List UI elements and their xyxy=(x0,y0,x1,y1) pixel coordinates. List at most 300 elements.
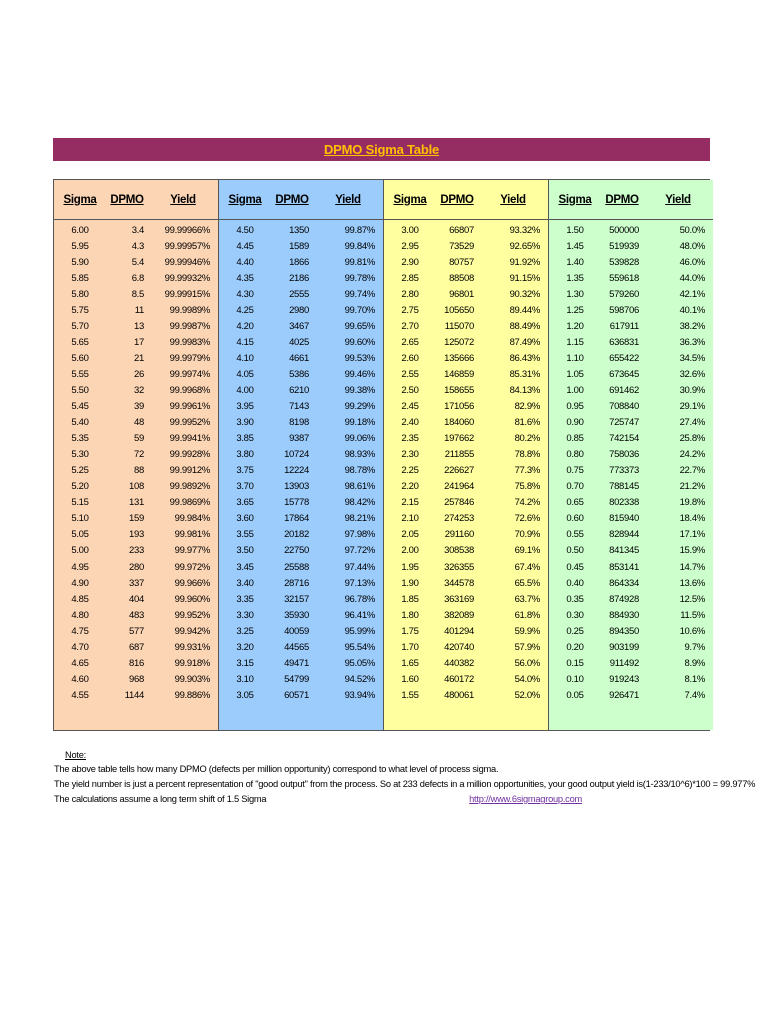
sigma-cell: 0.80 xyxy=(566,449,584,461)
dpmo-cell: 35930 xyxy=(284,609,309,621)
table-row xyxy=(54,286,218,302)
yield-cell: 32.6% xyxy=(679,368,705,380)
table-row xyxy=(219,543,383,559)
sigma-cell: 3.20 xyxy=(236,641,254,653)
yield-cell: 95.54% xyxy=(344,641,375,653)
yield-cell: 38.2% xyxy=(679,320,705,332)
yield-cell: 13.6% xyxy=(679,577,705,589)
website-link[interactable]: http://www.6sigmagroup.com xyxy=(469,794,582,804)
yield-cell: 27.4% xyxy=(679,417,705,429)
yield-cell: 81.6% xyxy=(514,417,540,429)
yield-cell: 99.9952% xyxy=(169,417,210,429)
sigma-cell: 5.90 xyxy=(71,256,89,268)
yield-cell: 89.44% xyxy=(509,304,540,316)
table-row xyxy=(384,318,548,334)
table-row xyxy=(384,270,548,286)
sigma-cell: 5.75 xyxy=(71,304,89,316)
dpmo-cell: 7143 xyxy=(289,401,309,413)
dpmo-cell: 8198 xyxy=(289,417,309,429)
column-header-dpmo: DPMO xyxy=(605,193,639,206)
sigma-cell: 3.40 xyxy=(236,577,254,589)
dpmo-cell: 131 xyxy=(129,497,144,509)
notes-section xyxy=(54,748,756,807)
table-row xyxy=(219,623,383,639)
yield-cell: 99.918% xyxy=(174,657,210,669)
table-row xyxy=(219,415,383,431)
table-block-4 xyxy=(549,180,713,730)
table-row xyxy=(549,543,713,559)
sigma-cell: 1.10 xyxy=(566,352,584,364)
dpmo-cell: 26 xyxy=(134,368,144,380)
column-header-dpmo: DPMO xyxy=(110,193,144,206)
sigma-cell: 3.00 xyxy=(401,224,419,236)
sigma-cell: 4.55 xyxy=(71,689,89,701)
yield-cell: 15.9% xyxy=(679,545,705,557)
table-row xyxy=(384,623,548,639)
yield-cell: 40.1% xyxy=(679,304,705,316)
yield-cell: 8.1% xyxy=(684,673,705,685)
table-row xyxy=(549,687,713,703)
column-header-sigma: Sigma xyxy=(63,193,97,206)
table-row xyxy=(219,671,383,687)
yield-cell: 98.93% xyxy=(344,449,375,461)
table-row xyxy=(219,350,383,366)
table-row xyxy=(54,254,218,270)
yield-cell: 99.99966% xyxy=(164,224,210,236)
table-row xyxy=(549,399,713,415)
sigma-cell: 5.35 xyxy=(71,433,89,445)
dpmo-cell: 828944 xyxy=(609,529,639,541)
yield-cell: 12.5% xyxy=(679,593,705,605)
dpmo-cell: 280 xyxy=(129,561,144,573)
table-row xyxy=(54,318,218,334)
table-row xyxy=(384,286,548,302)
yield-cell: 99.60% xyxy=(344,336,375,348)
table-row xyxy=(54,671,218,687)
sigma-cell: 4.70 xyxy=(71,641,89,653)
sigma-cell: 1.20 xyxy=(566,320,584,332)
table-row xyxy=(54,495,218,511)
sigma-cell: 1.35 xyxy=(566,272,584,284)
table-row xyxy=(384,415,548,431)
table-row xyxy=(549,527,713,543)
yield-cell: 48.0% xyxy=(679,240,705,252)
yield-cell: 56.0% xyxy=(514,657,540,669)
table-row xyxy=(549,270,713,286)
dpmo-cell: 13903 xyxy=(284,481,309,493)
yield-cell: 63.7% xyxy=(514,593,540,605)
yield-cell: 99.952% xyxy=(174,609,210,621)
sigma-cell: 3.35 xyxy=(236,593,254,605)
table-row xyxy=(549,382,713,398)
sigma-cell: 3.75 xyxy=(236,465,254,477)
sigma-cell: 0.30 xyxy=(566,609,584,621)
yield-cell: 99.74% xyxy=(344,288,375,300)
table-row xyxy=(384,399,548,415)
sigma-cell: 1.80 xyxy=(401,609,419,621)
sigma-cell: 5.70 xyxy=(71,320,89,332)
table-row xyxy=(549,639,713,655)
dpmo-cell: 108 xyxy=(129,481,144,493)
yield-cell: 94.52% xyxy=(344,673,375,685)
table-row xyxy=(384,591,548,607)
yield-cell: 99.06% xyxy=(344,433,375,445)
table-row xyxy=(549,302,713,318)
sigma-cell: 5.80 xyxy=(71,288,89,300)
dpmo-cell: 4.3 xyxy=(131,240,144,252)
table-row xyxy=(54,447,218,463)
dpmo-cell: 2980 xyxy=(289,304,309,316)
yield-cell: 11.5% xyxy=(680,609,705,621)
dpmo-cell: 2186 xyxy=(289,272,309,284)
yield-cell: 92.65% xyxy=(509,240,540,252)
dpmo-cell: 4025 xyxy=(289,336,309,348)
sigma-cell: 4.50 xyxy=(236,224,254,236)
sigma-cell: 3.55 xyxy=(236,529,254,541)
sigma-cell: 5.95 xyxy=(71,240,89,252)
yield-cell: 99.9989% xyxy=(169,304,210,316)
dpmo-cell: 691462 xyxy=(609,384,639,396)
dpmo-cell: 48 xyxy=(134,417,144,429)
yield-cell: 9.7% xyxy=(684,641,705,653)
table-row xyxy=(384,302,548,318)
sigma-cell: 0.40 xyxy=(566,577,584,589)
sigma-cell: 0.85 xyxy=(566,433,584,445)
yield-cell: 75.8% xyxy=(514,481,540,493)
table-row xyxy=(54,575,218,591)
title-bar xyxy=(53,138,710,161)
dpmo-cell: 72 xyxy=(134,449,144,461)
yield-cell: 99.9968% xyxy=(169,384,210,396)
sigma-cell: 1.95 xyxy=(401,561,419,573)
yield-cell: 99.9979% xyxy=(169,352,210,364)
sigma-cell: 1.85 xyxy=(401,593,419,605)
yield-cell: 69.1% xyxy=(514,545,540,557)
table-row xyxy=(384,511,548,527)
dpmo-cell: 88 xyxy=(134,465,144,477)
yield-cell: 97.72% xyxy=(344,545,375,557)
sigma-cell: 2.30 xyxy=(401,449,419,461)
dpmo-cell: 655422 xyxy=(609,352,639,364)
dpmo-cell: 158655 xyxy=(444,384,474,396)
dpmo-cell: 274253 xyxy=(444,513,474,525)
table-row xyxy=(384,350,548,366)
dpmo-cell: 687 xyxy=(129,641,144,653)
table-row xyxy=(549,575,713,591)
dpmo-cell: 21 xyxy=(134,352,144,364)
yield-cell: 8.9% xyxy=(684,657,705,669)
dpmo-cell: 519939 xyxy=(609,240,639,252)
sigma-cell: 3.65 xyxy=(236,497,254,509)
yield-cell: 99.9892% xyxy=(169,481,210,493)
table-row xyxy=(219,238,383,254)
sigma-cell: 0.60 xyxy=(566,513,584,525)
dpmo-cell: 197662 xyxy=(444,433,474,445)
table-row xyxy=(384,366,548,382)
table-row xyxy=(549,479,713,495)
sigma-cell: 4.80 xyxy=(71,609,89,621)
dpmo-cell: 22750 xyxy=(284,545,309,557)
dpmo-cell: 401294 xyxy=(444,625,474,637)
dpmo-cell: 577 xyxy=(129,625,144,637)
dpmo-cell: 9387 xyxy=(289,433,309,445)
sigma-cell: 4.45 xyxy=(236,240,254,252)
yield-cell: 74.2% xyxy=(514,497,540,509)
table-row xyxy=(384,543,548,559)
yield-cell: 98.78% xyxy=(344,465,375,477)
dpmo-cell: 802338 xyxy=(609,497,639,509)
dpmo-cell: 6.8 xyxy=(131,272,144,284)
yield-cell: 99.931% xyxy=(174,641,210,653)
yield-cell: 87.49% xyxy=(509,336,540,348)
dpmo-cell: 59 xyxy=(134,433,144,445)
yield-cell: 95.05% xyxy=(344,657,375,669)
dpmo-cell: 480061 xyxy=(444,689,474,701)
dpmo-cell: 708840 xyxy=(609,401,639,413)
sigma-cell: 2.95 xyxy=(401,240,419,252)
sigma-cell: 5.05 xyxy=(71,529,89,541)
dpmo-cell: 440382 xyxy=(444,657,474,669)
dpmo-cell: 894350 xyxy=(609,625,639,637)
dpmo-cell: 4661 xyxy=(289,352,309,364)
sigma-cell: 1.90 xyxy=(401,577,419,589)
table-row xyxy=(54,382,218,398)
yield-cell: 99.942% xyxy=(174,625,210,637)
dpmo-cell: 96801 xyxy=(449,288,474,300)
yield-cell: 99.65% xyxy=(344,320,375,332)
yield-cell: 93.94% xyxy=(344,689,375,701)
yield-cell: 54.0% xyxy=(514,673,540,685)
sigma-cell: 2.20 xyxy=(401,481,419,493)
table-row xyxy=(549,623,713,639)
yield-cell: 99.9961% xyxy=(169,401,210,413)
dpmo-cell: 241964 xyxy=(444,481,474,493)
sigma-cell: 2.00 xyxy=(401,545,419,557)
dpmo-cell: 673645 xyxy=(609,368,639,380)
sigma-cell: 1.65 xyxy=(401,657,419,669)
sigma-cell: 0.05 xyxy=(566,689,584,701)
sigma-cell: 4.05 xyxy=(236,368,254,380)
table-row xyxy=(549,238,713,254)
table-row xyxy=(54,543,218,559)
dpmo-cell: 420740 xyxy=(444,641,474,653)
yield-cell: 99.984% xyxy=(174,513,210,525)
sigma-cell: 2.35 xyxy=(401,433,419,445)
dpmo-cell: 1144 xyxy=(124,689,144,701)
table-row xyxy=(219,222,383,238)
table-row xyxy=(54,687,218,703)
sigma-cell: 0.65 xyxy=(566,497,584,509)
table-row xyxy=(219,254,383,270)
sigma-cell: 5.10 xyxy=(71,513,89,525)
sigma-cell: 2.50 xyxy=(401,384,419,396)
sigma-cell: 1.30 xyxy=(566,288,584,300)
dpmo-cell: 816 xyxy=(129,657,144,669)
yield-cell: 98.21% xyxy=(344,513,375,525)
dpmo-cell: 17 xyxy=(134,336,144,348)
dpmo-cell: 8.5 xyxy=(131,288,144,300)
table-row xyxy=(54,623,218,639)
dpmo-cell: 3.4 xyxy=(131,224,144,236)
table-row xyxy=(54,527,218,543)
dpmo-cell: 73529 xyxy=(449,240,474,252)
table-row xyxy=(54,302,218,318)
sigma-cell: 3.45 xyxy=(236,561,254,573)
dpmo-cell: 853141 xyxy=(609,561,639,573)
dpmo-cell: 1350 xyxy=(289,224,309,236)
sigma-cell: 1.45 xyxy=(566,240,584,252)
yield-cell: 99.9928% xyxy=(169,449,210,461)
sigma-cell: 5.00 xyxy=(71,545,89,557)
dpmo-cell: 874928 xyxy=(609,593,639,605)
table-row xyxy=(549,318,713,334)
yield-cell: 99.9941% xyxy=(169,433,210,445)
yield-cell: 24.2% xyxy=(679,449,705,461)
dpmo-cell: 579260 xyxy=(609,288,639,300)
yield-cell: 46.0% xyxy=(679,256,705,268)
dpmo-cell: 15778 xyxy=(284,497,309,509)
sigma-cell: 3.90 xyxy=(236,417,254,429)
table-row xyxy=(549,591,713,607)
dpmo-cell: 49471 xyxy=(284,657,309,669)
sigma-cell: 4.25 xyxy=(236,304,254,316)
yield-cell: 99.29% xyxy=(344,401,375,413)
yield-cell: 99.53% xyxy=(344,352,375,364)
yield-cell: 19.8% xyxy=(679,497,705,509)
column-header-yield: Yield xyxy=(665,193,691,206)
yield-cell: 29.1% xyxy=(679,401,705,413)
yield-cell: 67.4% xyxy=(514,561,540,573)
sigma-cell: 3.60 xyxy=(236,513,254,525)
sigma-cell: 3.80 xyxy=(236,449,254,461)
dpmo-sigma-table xyxy=(53,179,710,731)
sigma-cell: 0.55 xyxy=(566,529,584,541)
table-row xyxy=(384,639,548,655)
yield-cell: 90.32% xyxy=(509,288,540,300)
yield-cell: 86.43% xyxy=(509,352,540,364)
sigma-cell: 1.15 xyxy=(566,336,584,348)
dpmo-cell: 25588 xyxy=(284,561,309,573)
column-header-row xyxy=(549,180,713,220)
table-row xyxy=(384,671,548,687)
dpmo-cell: 184060 xyxy=(444,417,474,429)
yield-cell: 25.8% xyxy=(679,433,705,445)
yield-cell: 22.7% xyxy=(679,465,705,477)
yield-cell: 96.41% xyxy=(344,609,375,621)
yield-cell: 80.2% xyxy=(514,433,540,445)
dpmo-cell: 105650 xyxy=(444,304,474,316)
sigma-cell: 5.60 xyxy=(71,352,89,364)
table-row xyxy=(219,399,383,415)
column-header-row xyxy=(384,180,548,220)
table-row xyxy=(219,559,383,575)
yield-cell: 93.32% xyxy=(509,224,540,236)
yield-cell: 99.903% xyxy=(174,673,210,685)
table-row xyxy=(549,559,713,575)
sigma-cell: 0.70 xyxy=(566,481,584,493)
sigma-cell: 4.60 xyxy=(71,673,89,685)
dpmo-cell: 903199 xyxy=(609,641,639,653)
yield-cell: 59.9% xyxy=(514,625,540,637)
sigma-cell: 0.90 xyxy=(566,417,584,429)
table-row xyxy=(549,671,713,687)
dpmo-cell: 10724 xyxy=(284,449,309,461)
sigma-cell: 4.85 xyxy=(71,593,89,605)
dpmo-cell: 146859 xyxy=(444,368,474,380)
dpmo-cell: 233 xyxy=(129,545,144,557)
sigma-cell: 4.75 xyxy=(71,625,89,637)
table-row xyxy=(219,511,383,527)
table-row xyxy=(219,366,383,382)
dpmo-cell: 20182 xyxy=(284,529,309,541)
dpmo-cell: 636831 xyxy=(609,336,639,348)
sigma-cell: 2.60 xyxy=(401,352,419,364)
table-row xyxy=(219,382,383,398)
column-header-sigma: Sigma xyxy=(228,193,262,206)
sigma-cell: 1.55 xyxy=(401,689,419,701)
column-header-yield: Yield xyxy=(500,193,526,206)
yield-cell: 99.9974% xyxy=(169,368,210,380)
dpmo-cell: 12224 xyxy=(284,465,309,477)
sigma-cell: 4.95 xyxy=(71,561,89,573)
table-row xyxy=(54,463,218,479)
yield-cell: 57.9% xyxy=(514,641,540,653)
table-row xyxy=(54,415,218,431)
table-row xyxy=(384,559,548,575)
yield-cell: 34.5% xyxy=(679,352,705,364)
note-line-dpmo: The above table tells how many DPMO (defects per million opportunity) correspond to what level of process sigma. xyxy=(54,764,499,774)
sigma-cell: 4.10 xyxy=(236,352,254,364)
table-row xyxy=(54,559,218,575)
yield-cell: 17.1% xyxy=(679,529,705,541)
note-line-yield: The yield number is just a percent representation of "good output" from the process. So at 233 defects in a million opportunities, your good output yield is(1-233/10^6)*100 = 99.977% xyxy=(54,779,756,789)
dpmo-cell: 1589 xyxy=(289,240,309,252)
yield-cell: 99.87% xyxy=(344,224,375,236)
sigma-cell: 5.45 xyxy=(71,401,89,413)
table-row xyxy=(549,447,713,463)
table-row xyxy=(384,431,548,447)
dpmo-cell: 193 xyxy=(129,529,144,541)
sigma-cell: 4.65 xyxy=(71,657,89,669)
yield-cell: 99.9912% xyxy=(169,465,210,477)
dpmo-cell: 500000 xyxy=(609,224,639,236)
sigma-cell: 1.70 xyxy=(401,641,419,653)
sigma-cell: 3.25 xyxy=(236,625,254,637)
yield-cell: 99.81% xyxy=(344,256,375,268)
yield-cell: 99.966% xyxy=(174,577,210,589)
column-header-dpmo: DPMO xyxy=(440,193,474,206)
dpmo-cell: 725747 xyxy=(609,417,639,429)
dpmo-cell: 926471 xyxy=(609,689,639,701)
sigma-cell: 1.00 xyxy=(566,384,584,396)
dpmo-cell: 382089 xyxy=(444,609,474,621)
yield-cell: 44.0% xyxy=(679,272,705,284)
table-row xyxy=(384,222,548,238)
yield-cell: 77.3% xyxy=(514,465,540,477)
dpmo-cell: 919243 xyxy=(609,673,639,685)
yield-cell: 21.2% xyxy=(679,481,705,493)
yield-cell: 78.8% xyxy=(514,449,540,461)
yield-cell: 36.3% xyxy=(679,336,705,348)
table-row xyxy=(384,238,548,254)
dpmo-cell: 115070 xyxy=(444,320,474,332)
table-row xyxy=(219,495,383,511)
yield-cell: 99.84% xyxy=(344,240,375,252)
table-row xyxy=(219,270,383,286)
yield-cell: 42.1% xyxy=(679,288,705,300)
sigma-cell: 3.50 xyxy=(236,545,254,557)
yield-cell: 99.78% xyxy=(344,272,375,284)
